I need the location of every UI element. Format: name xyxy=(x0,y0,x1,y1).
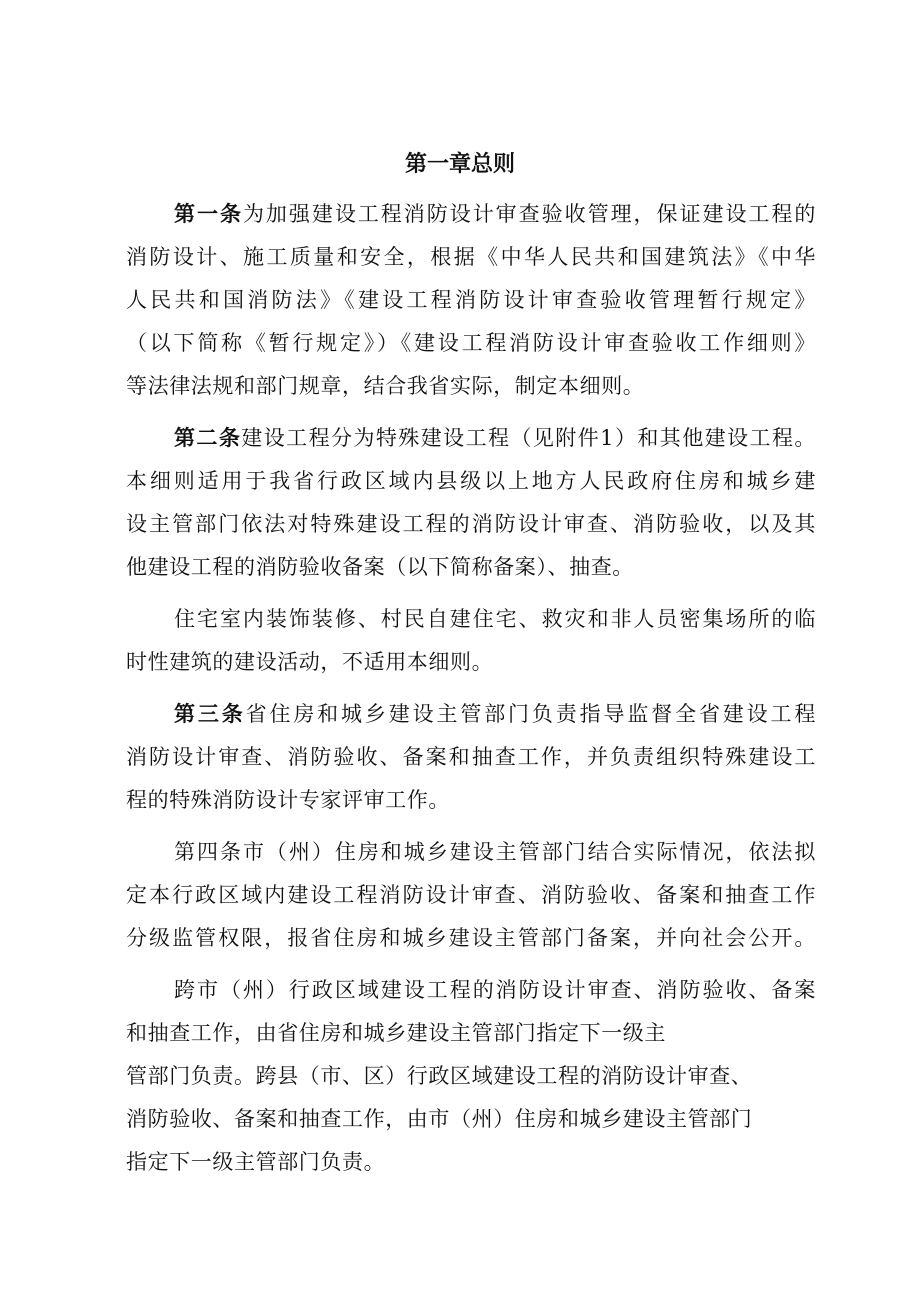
paragraph-line: 指定下一级主管部门负责。 xyxy=(126,1150,386,1174)
paragraph-line: 分级监管权限，报省住房和城乡建设主管部门备案，并向社会公开。 xyxy=(126,926,816,950)
paragraph-line: 等法律法规和部门规章，结合我省实际，制定本细则。 xyxy=(126,374,645,398)
article-label: 第二条 xyxy=(174,426,242,450)
article-label: 第三条 xyxy=(174,702,246,726)
paragraph-line: 消防设计、施工质量和安全，根据《中华人民共和国建筑法》《中华 xyxy=(126,245,816,269)
article-4-paragraph-2 xyxy=(126,969,816,1184)
paragraph-line: 第四条市（州）住房和城乡建设主管部门结合实际情况，依法拟 xyxy=(174,840,816,864)
paragraph-line: 住宅室内装饰装修、村民自建住宅、救灾和非人员密集场所的临 xyxy=(174,607,816,631)
article-4 xyxy=(126,831,816,960)
paragraph-line: 人民共和国消防法》《建设工程消防设计审查验收管理暂行规定》 xyxy=(126,288,816,312)
paragraph-line: （以下简称《暂行规定》）《建设工程消防设计审查验收工作细则》 xyxy=(126,331,816,355)
paragraph-line: 时性建筑的建设活动，不适用本细则。 xyxy=(126,650,494,674)
paragraph-line: 和抽查工作，由省住房和城乡建设主管部门指定下一级主 xyxy=(126,1021,666,1045)
paragraph-line: 本细则适用于我省行政区域内县级以上地方人民政府住房和城乡建 xyxy=(126,469,816,493)
paragraph-line: 消防设计审查、消防验收、备案和抽查工作，并负责组织特殊建设工 xyxy=(126,745,816,769)
paragraph-line: 他建设工程的消防验收备案（以下简称备案）、抽查。 xyxy=(126,555,634,579)
article-label: 第四条 xyxy=(174,840,243,864)
paragraph-line: 第三条省住房和城乡建设主管部门负责指导监督全省建设工程 xyxy=(174,702,816,726)
paragraph-line: 消防验收、备案和抽查工作，由市（州）住房和城乡建设主管部门 xyxy=(126,1107,753,1131)
article-label: 第一条 xyxy=(174,202,243,226)
paragraph-line: 第一条为加强建设工程消防设计审查验收管理，保证建设工程的 xyxy=(174,202,816,226)
article-2-paragraph-2 xyxy=(126,598,816,684)
chapter-title: 第一章总则 xyxy=(404,152,515,177)
paragraph-line: 程的特殊消防设计专家评审工作。 xyxy=(126,788,450,812)
article-1 xyxy=(126,193,816,408)
paragraph-line: 跨市（州）行政区域建设工程的消防设计审查、消防验收、备案 xyxy=(174,978,816,1002)
article-3 xyxy=(126,693,816,822)
paragraph-line: 管部门负责。跨县（市、区）行政区域建设工程的消防设计审查、 xyxy=(126,1064,753,1088)
paragraph-line: 第二条建设工程分为特殊建设工程（见附件1）和其他建设工程。 xyxy=(174,426,816,450)
paragraph-line: 定本行政区域内建设工程消防设计审查、消防验收、备案和抽查工作 xyxy=(126,883,816,907)
paragraph-line: 设主管部门依法对特殊建设工程的消防设计审查、消防验收，以及其 xyxy=(126,512,816,536)
document-body xyxy=(126,193,816,1184)
article-2 xyxy=(126,417,816,589)
